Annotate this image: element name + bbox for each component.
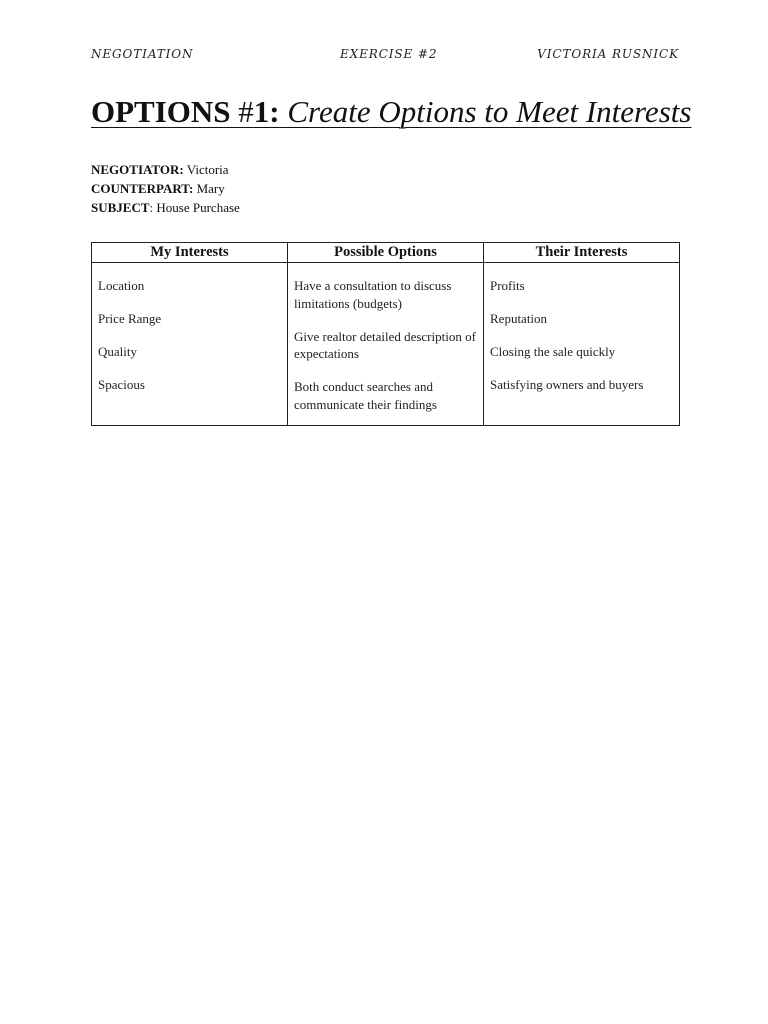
- header-exercise: EXERCISE #2: [340, 47, 438, 61]
- possible-options-cell: [288, 263, 484, 426]
- title-number: 1:: [253, 94, 280, 129]
- meta-counterpart: [91, 179, 240, 198]
- list-item: Quality: [98, 344, 137, 359]
- their-interests-cell: [484, 263, 680, 426]
- list-item: Location: [98, 278, 145, 293]
- page-title: [91, 94, 691, 130]
- subject-label: SUBJECT: [91, 200, 150, 215]
- my-interests-cell: [92, 263, 288, 426]
- subject-value: : House Purchase: [149, 200, 240, 215]
- list-item: Closing the sale quickly: [490, 344, 616, 359]
- title-subtitle: Create Options to Meet Interests: [279, 94, 692, 129]
- list-item: Price Range: [98, 311, 162, 326]
- negotiator-label: NEGOTIATOR:: [91, 162, 184, 177]
- header-my-interests: My Interests: [92, 243, 288, 263]
- meta-subject: [91, 198, 240, 217]
- header-possible-options: Possible Options: [288, 243, 484, 263]
- list-item: Spacious: [98, 377, 145, 392]
- meta-block: [91, 160, 240, 217]
- meta-negotiator: [91, 160, 240, 179]
- list-item: Profits: [490, 278, 525, 293]
- header-course: NEGOTIATION: [91, 47, 194, 61]
- negotiator-value: Victoria: [183, 162, 229, 177]
- header-author: VICTORIA RUSNICK: [537, 47, 679, 61]
- list-item: Have a consultation to discuss limitations (budgets): [294, 278, 452, 311]
- options-table: [91, 242, 680, 426]
- title-options: OPTIONS: [91, 94, 231, 129]
- list-item: Both conduct searches and communicate their findings: [294, 379, 437, 412]
- header-their-interests: Their Interests: [484, 243, 680, 263]
- title-hash: #: [230, 94, 254, 129]
- page-header: [91, 47, 679, 65]
- list-item: Reputation: [490, 311, 548, 326]
- list-item: Satisfying owners and buyers: [490, 377, 644, 392]
- counterpart-value: Mary: [193, 181, 225, 196]
- counterpart-label: COUNTERPART:: [91, 181, 194, 196]
- table-header-row: [92, 243, 680, 263]
- list-item: Give realtor detailed description of expectations: [294, 328, 476, 361]
- table-row: [92, 263, 680, 426]
